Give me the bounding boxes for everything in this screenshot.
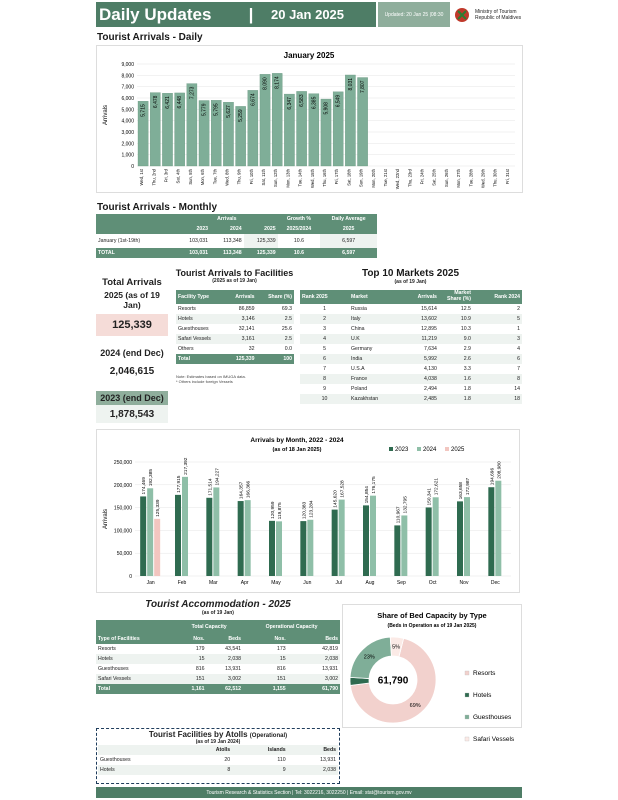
- y-tick-label: 0: [129, 574, 132, 580]
- bar: [370, 496, 376, 576]
- bar: [339, 500, 345, 576]
- monthly-head-2025: 2025: [264, 226, 276, 232]
- bar-value-label: 145,620: [333, 490, 339, 508]
- y-tick-label: 5,000: [121, 107, 134, 114]
- table-row: 3 China 12,895 10.3 1: [323, 326, 520, 332]
- bar-value-label: 172,621: [434, 477, 440, 496]
- bar: [363, 505, 369, 576]
- bar: [426, 507, 432, 576]
- bar-value-label: 5,795: [213, 103, 220, 116]
- table-row: January (1st-19th) 103,031 113,348 125,339 10.6 6,597: [96, 234, 377, 248]
- legend-label: 2024: [423, 447, 437, 453]
- legend-swatch: [389, 447, 393, 451]
- total-arrivals-panel: [96, 277, 168, 423]
- ministry-name: Ministry of Tourism: [475, 8, 517, 15]
- x-tick-label: Aug: [365, 580, 375, 586]
- bar-value-label: 120,383: [302, 501, 308, 520]
- y-tick-label: 1,000: [121, 152, 134, 159]
- bar-value-label: 8,174: [274, 76, 281, 89]
- y-tick-label: 8,000: [121, 73, 134, 80]
- monthly-arrivals-chart: [97, 430, 519, 592]
- x-tick-label: Mon, 6th: [200, 169, 206, 186]
- accommodation-title: Tourist Accommodation - 2025: [145, 599, 291, 610]
- monthly-table: [96, 214, 377, 258]
- x-tick-label: Mon, 13th: [285, 169, 291, 188]
- x-tick-label: Fri, 17th: [334, 169, 340, 185]
- bar-value-label: 172,987: [466, 477, 471, 496]
- total-2023-label: 2023 (end Dec): [96, 391, 168, 405]
- bar-value-label: 176,175: [372, 476, 377, 494]
- table-row: Total 125,339 100: [178, 356, 292, 362]
- daily-arrivals-chart: [97, 46, 522, 192]
- monthly-head-avg-sub: 2025: [342, 226, 355, 232]
- markets-title: Top 10 Markets 2025: [361, 268, 460, 279]
- x-tick-label: Oct: [428, 580, 437, 586]
- legend-swatch: [465, 671, 469, 675]
- legend-label: Resorts: [473, 670, 496, 677]
- y-tick-label: 150,000: [113, 505, 132, 512]
- chart-title: Arrivals by Month, 2022 - 2024: [250, 437, 344, 444]
- bar-value-label: 132,795: [403, 496, 409, 514]
- table-row: 1 Russia 15,614 12.5 2: [323, 306, 520, 312]
- x-tick-label: Fri, 3rd: [163, 169, 169, 183]
- footer: Tourism Research & Statistics Section | Tel: 3022216, 3022250 | Email: stat@tourism.gov.mv: [96, 787, 522, 798]
- y-tick-label: 4,000: [121, 118, 134, 125]
- x-tick-label: Sat, 18th: [346, 168, 352, 186]
- bar-value-label: 163,658: [459, 482, 464, 500]
- bar-value-label: 6,478: [152, 95, 159, 109]
- bar: [182, 477, 188, 576]
- bar: [332, 510, 338, 576]
- y-tick-label: 100,000: [113, 528, 132, 535]
- facilities-table: Facility Type Arrivals Share (%) Resorts 86,859 69.3 Hotels 3,146 2.5 Guesthouses 32,141 25.6 Safari Vessels 3,161 2.5 Others 32 0.0 Total 125,339 100: [176, 290, 294, 364]
- x-tick-label: Sun, 19th: [358, 169, 364, 187]
- table-row: 4 U.K 11,219 9.0 3: [300, 334, 522, 344]
- facilities-title: Tourist Arrivals to Facilities: [175, 268, 294, 278]
- y-tick-label: 0: [131, 164, 134, 170]
- monthly-head-growth: Growth %: [286, 216, 312, 222]
- x-tick-label: Thu, 16th: [322, 169, 327, 187]
- bar-value-label: 5,259: [238, 109, 245, 122]
- y-tick-label: 50,000: [116, 551, 132, 558]
- bar: [238, 501, 244, 576]
- y-tick-label: 6,000: [121, 96, 134, 102]
- slice-label: 5%: [392, 644, 401, 651]
- x-tick-label: Wed, 29th: [480, 169, 486, 189]
- bar: [464, 497, 470, 576]
- bar-value-label: 6,421: [164, 96, 171, 109]
- donut-center-value: 61,790: [377, 675, 409, 687]
- y-tick-label: 9,000: [121, 62, 134, 68]
- bar-value-label: 5,779: [201, 103, 208, 117]
- x-tick-label: Thu, 9th: [236, 169, 242, 185]
- bar-value-label: 177,915: [177, 475, 182, 493]
- x-tick-label: Feb: [177, 580, 187, 586]
- x-tick-label: Tue, 14th: [297, 169, 303, 187]
- bar-value-label: 5,627: [225, 105, 232, 118]
- table-row: Guesthouses 816 13,931 816 13,931: [98, 666, 338, 672]
- x-tick-label: Sat, 4th: [175, 169, 181, 184]
- x-tick-label: Mon, 27th: [456, 169, 462, 188]
- facilities-subtitle: (2025 as of 19 Jan): [212, 278, 257, 284]
- table-row: 2 Italy 13,602 10.9 5: [300, 314, 522, 324]
- ministry-block: [452, 2, 524, 27]
- table-row: Resorts 179 43,541 173 42,819: [98, 646, 338, 652]
- bar: [154, 519, 160, 576]
- y-tick-label: 7,000: [121, 84, 134, 91]
- x-tick-label: Jun: [303, 580, 312, 586]
- bar-value-label: 7,273: [189, 86, 196, 100]
- x-tick-label: Tue, 28th: [468, 169, 474, 187]
- table-row: Safari Vessels 151 3,002 151 3,002: [98, 676, 338, 682]
- daily-section-title: Tourist Arrivals - Daily: [97, 32, 203, 43]
- y-tick-label: 200,000: [113, 482, 132, 489]
- bar: [276, 521, 282, 576]
- bar-value-label: 166,366: [246, 480, 252, 499]
- table-row: Hotels 8 9 2,038: [100, 767, 336, 773]
- bar-value-label: 194,696: [490, 467, 496, 486]
- legend-label: Guesthouses: [473, 714, 512, 721]
- bar: [394, 525, 400, 576]
- legend-label: 2023: [395, 447, 409, 453]
- x-tick-label: Wed, 15th: [309, 169, 315, 189]
- bar: [495, 481, 501, 576]
- header-banner: [96, 2, 376, 27]
- bar: [269, 521, 275, 576]
- table-row: 7 U.S.A 4,130 3.3 7: [323, 366, 520, 372]
- bar-value-label: 123,284: [309, 500, 315, 518]
- bar: [433, 497, 439, 576]
- bar-value-label: 5,908: [323, 102, 330, 115]
- bar-value-label: 110,967: [396, 506, 402, 524]
- bar: [457, 501, 463, 576]
- atolls-title: Tourist Facilities by Atolls: [148, 730, 248, 739]
- x-tick-label: Jul: [335, 580, 342, 586]
- atolls-subtitle: (as of 19 Jan 2024): [195, 739, 241, 745]
- chart-title: January 2025: [283, 51, 335, 60]
- x-tick-label: Tue, 21st: [382, 169, 388, 187]
- monthly-section-title: Tourist Arrivals - Monthly: [97, 202, 218, 213]
- x-tick-label: Jan: [146, 580, 155, 586]
- x-tick-label: Sat, 11th: [261, 169, 267, 186]
- total-2024-label: 2024 (end Dec): [100, 348, 164, 358]
- table-row: 5 Germany 7,634 2.9 4: [323, 346, 520, 352]
- bar-value-label: 6,549: [335, 94, 342, 108]
- bar: [147, 488, 153, 576]
- x-tick-label: Thu, 23rd: [407, 169, 413, 187]
- bar-value-label: 6,448: [177, 95, 184, 109]
- markets-subtitle: (as of 19 Jan): [394, 279, 427, 285]
- legend-swatch: [417, 447, 421, 451]
- bar: [213, 487, 219, 576]
- legend-swatch: [465, 715, 469, 719]
- table-row-total: TOTAL 103,031 113,348 125,339 10.6 6,597: [96, 248, 377, 258]
- accommodation-subtitle: (as of 19 Jan): [202, 610, 234, 616]
- bar-value-label: 208,980: [497, 461, 503, 479]
- bar: [401, 515, 407, 576]
- bed-share-chart-frame: [342, 604, 522, 743]
- report-date: 20 Jan 2025: [271, 7, 345, 22]
- x-tick-label: Sun, 12th: [273, 169, 279, 187]
- y-tick-label: 3,000: [121, 130, 134, 136]
- y-tick-label: 250,000: [113, 460, 132, 466]
- bar: [175, 495, 181, 576]
- table-row: Hotels 15 2,038 15 2,038: [98, 656, 338, 662]
- bar-value-label: 164,357: [239, 481, 245, 500]
- chart-subtitle: (Beds in Operation as of 19 Jan 2025): [387, 623, 477, 629]
- legend-swatch: [445, 447, 449, 451]
- y-axis-label: Arrivals: [103, 104, 109, 126]
- monthly-head-growth-sub: 2025/2024: [286, 226, 312, 232]
- table-row: Total 1,161 62,512 1,155 61,790: [98, 686, 338, 692]
- x-tick-label: Wed, 1st: [139, 169, 145, 186]
- title-divider: |: [248, 4, 254, 24]
- x-tick-label: Wed, 22nd: [395, 169, 401, 190]
- bar: [140, 496, 146, 576]
- legend-label: 2025: [451, 447, 465, 453]
- x-tick-label: Nov: [459, 580, 469, 586]
- slice-label: 23%: [363, 654, 375, 661]
- bed-share-donut-chart: [343, 605, 521, 743]
- table-row: Guesthouses 20 110 13,931: [100, 757, 336, 763]
- monthly-head-avg: Daily Average: [331, 216, 366, 222]
- accommodation-table: Total Capacity Operational Capacity Type of Facilities Nos. Beds Nos. Beds Resorts 179 43,541 173 42,819 Hotels 15 2,038 15 2,038 Guesthouses 816 13,931 816 13,931 Safari Vessels 151 3,002 151 3,002 Total 1,161 62,512 1,155 61,790: [96, 620, 340, 694]
- x-tick-label: Sep: [396, 580, 406, 586]
- daily-chart-frame: [96, 45, 523, 193]
- bar-value-label: 192,385: [149, 468, 155, 487]
- bar-value-label: 174,469: [142, 477, 148, 495]
- y-tick-label: 2,000: [121, 141, 134, 148]
- legend-label: Hotels: [473, 692, 492, 699]
- total-2025-label: 2025 (as of 19 Jan): [104, 290, 160, 310]
- y-axis-label: Arrivals: [103, 508, 109, 530]
- x-tick-label: Sun, 5th: [187, 169, 193, 185]
- legend-swatch: [465, 737, 469, 741]
- bar-value-label: 125,339: [156, 499, 162, 517]
- bar-value-label: 154,854: [365, 486, 370, 504]
- x-tick-label: Fri, 24th: [419, 169, 425, 185]
- bar-value-label: 8,090: [262, 77, 269, 90]
- table-row: Safari Vessels 3,161 2.5: [178, 336, 292, 342]
- chart-title: Share of Bed Capacity by Type: [377, 611, 487, 620]
- bar: [488, 487, 494, 576]
- total-2024-value: 2,046,615: [109, 365, 155, 377]
- bar-value-label: 150,341: [427, 488, 433, 506]
- bar-value-label: 7,807: [360, 80, 367, 94]
- bar: [307, 520, 313, 576]
- x-tick-label: Sun, 26th: [443, 169, 449, 187]
- slice-label: 69%: [409, 703, 421, 710]
- ministry-country: Republic of Maldives: [475, 14, 522, 21]
- page-title: Daily Updates: [99, 4, 212, 24]
- table-row: Resorts 86,859 69.3: [178, 306, 292, 312]
- bar: [245, 500, 251, 576]
- x-tick-label: Tue, 7th: [212, 169, 218, 185]
- x-tick-label: Fri, 10th: [248, 169, 254, 185]
- x-tick-label: May: [271, 580, 281, 586]
- atolls-panel: [96, 728, 340, 784]
- monthly-head-arrivals: Arrivals: [217, 216, 237, 222]
- bar-value-label: 171,514: [208, 478, 214, 496]
- bar-value-label: 167,528: [340, 480, 346, 498]
- bar-value-label: 6,583: [299, 94, 306, 107]
- total-2023-value: 1,878,543: [96, 405, 168, 423]
- x-tick-label: Thu, 30th: [492, 169, 498, 187]
- bar-value-label: 194,227: [215, 468, 221, 486]
- table-row: 8 France 4,038 1.6 8: [300, 374, 522, 384]
- atolls-title-suffix: (Operational): [249, 733, 288, 739]
- bar-value-label: 120,959: [271, 501, 276, 519]
- x-tick-label: Thu, 2nd: [151, 169, 157, 186]
- bar: [300, 521, 306, 576]
- bar-value-label: 8,031: [347, 77, 354, 91]
- bar: [206, 498, 212, 576]
- bar-value-label: 6,347: [286, 97, 293, 110]
- total-2025-value: 125,339: [96, 314, 168, 336]
- bar-value-label: 119,875: [278, 502, 283, 520]
- updated-stamp: Updated: 20 Jan 25 |08:30: [378, 2, 450, 27]
- ministry-emblem-icon: [452, 5, 472, 25]
- facilities-note: Note: Estimates based on IMUGA data. * Others include foreign Vessels: [176, 374, 246, 384]
- bar-value-label: 6,674: [250, 93, 257, 106]
- x-tick-label: Sat, 25th: [431, 169, 437, 186]
- monthly-head-2024: 2024: [230, 226, 242, 232]
- table-row: Guesthouses 32,141 25.6: [178, 326, 292, 332]
- markets-table: Rank 2025 Market Arrivals Market Share (%) Rank 2024 1 Russia 15,614 12.5 2 2 Italy 13,602 10.9 5 3 China 12,895 10.3 1 4 U.K 11,219 9.0 3 5 Germany 7,634 2.9 4 6 India 5,992 2.6 6 7 U.S.A 4,130 3.3 7 8 France 4,038 1.6 8 9 Poland 2,494 1.8 14 10 Kazakhstan 2,485 1.8 18: [302, 290, 520, 402]
- bar-value-label: 217,392: [184, 457, 189, 475]
- monthly-chart-frame: [96, 429, 520, 593]
- chart-subtitle: (as of 18 Jan 2025): [272, 447, 322, 453]
- table-row: Hotels 3,146 2.5: [178, 316, 292, 322]
- table-row: 6 India 5,992 2.6 6: [300, 354, 522, 364]
- atolls-table: Atolls Islands Beds Guesthouses 20 110 13,931 Hotels 8 9 2,038: [100, 747, 336, 773]
- legend-swatch: [465, 693, 469, 697]
- x-tick-label: Dec: [490, 580, 500, 586]
- legend-label: Safari Vessels: [473, 736, 515, 743]
- monthly-head-2023: 2023: [196, 226, 209, 232]
- bar-value-label: 6,385: [311, 96, 318, 110]
- x-tick-label: Mon, 20th: [370, 169, 376, 188]
- x-tick-label: Mar: [209, 580, 218, 586]
- x-tick-label: Apr: [240, 580, 249, 586]
- bar-value-label: 5,715: [140, 104, 147, 117]
- x-tick-label: Fri, 31st: [504, 169, 510, 185]
- table-row: 9 Poland 2,494 1.8 14: [323, 386, 520, 392]
- x-tick-label: Wed, 8th: [224, 169, 230, 186]
- table-row: 10 Kazakhstan 2,485 1.8 18: [300, 394, 522, 404]
- total-arrivals-title: Total Arrivals: [102, 277, 162, 288]
- table-row: Others 32 0.0: [178, 346, 292, 352]
